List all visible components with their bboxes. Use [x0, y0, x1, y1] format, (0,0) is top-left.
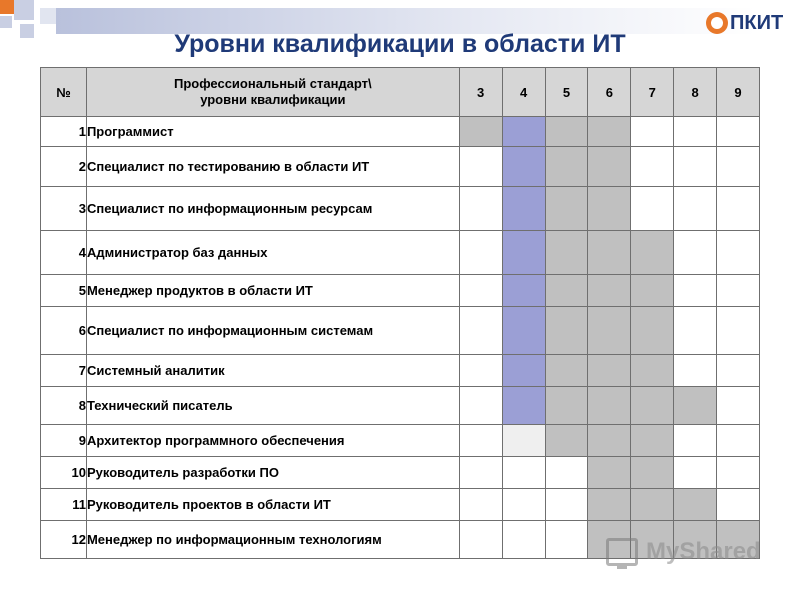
- level-cell-9: [717, 457, 760, 489]
- logo-text: ПКИТ: [730, 11, 784, 34]
- level-cell-7: [631, 117, 674, 147]
- level-cell-8: [674, 275, 717, 307]
- header-num: №: [41, 68, 87, 117]
- header-standard-line2: уровни квалификации: [200, 92, 346, 107]
- decor-square: [14, 0, 34, 20]
- level-cell-4: [502, 425, 545, 457]
- level-cell-9: [717, 275, 760, 307]
- row-standard-name: Системный аналитик: [86, 355, 459, 387]
- row-number: 7: [41, 355, 87, 387]
- level-cell-8: [674, 231, 717, 275]
- row-standard-name: Администратор баз данных: [86, 231, 459, 275]
- level-cell-8: [674, 117, 717, 147]
- header-level: 9: [717, 68, 760, 117]
- level-cell-6: [588, 355, 631, 387]
- level-cell-9: [717, 187, 760, 231]
- level-cell-7: [631, 489, 674, 521]
- row-number: 10: [41, 457, 87, 489]
- level-cell-6: [588, 147, 631, 187]
- level-cell-6: [588, 231, 631, 275]
- level-cell-6: [588, 387, 631, 425]
- header-level: 6: [588, 68, 631, 117]
- level-cell-7: [631, 355, 674, 387]
- row-standard-name: Специалист по тестированию в области ИТ: [86, 147, 459, 187]
- level-cell-3: [459, 489, 502, 521]
- header-standard-line1: Профессиональный стандарт\: [173, 76, 372, 91]
- level-cell-5: [545, 187, 588, 231]
- level-cell-7: [631, 231, 674, 275]
- level-cell-7: [631, 457, 674, 489]
- row-number: 1: [41, 117, 87, 147]
- level-cell-4: [502, 457, 545, 489]
- level-cell-6: [588, 275, 631, 307]
- table-row: [41, 275, 760, 307]
- level-cell-9: [717, 387, 760, 425]
- page-title: Уровни квалификации в области ИТ: [174, 30, 626, 58]
- row-number: 6: [41, 307, 87, 355]
- table-row: [41, 187, 760, 231]
- level-cell-5: [545, 489, 588, 521]
- level-cell-9: [717, 489, 760, 521]
- watermark: [606, 538, 761, 566]
- level-cell-3: [459, 147, 502, 187]
- level-cell-4: [502, 231, 545, 275]
- qualification-table: [40, 67, 760, 559]
- level-cell-3: [459, 387, 502, 425]
- table-row: [41, 425, 760, 457]
- level-cell-9: [717, 231, 760, 275]
- presentation-icon: [606, 538, 638, 566]
- level-cell-6: [588, 117, 631, 147]
- level-cell-5: [545, 521, 588, 559]
- level-cell-5: [545, 355, 588, 387]
- level-cell-9: [717, 425, 760, 457]
- row-standard-name: Специалист по информационным системам: [86, 307, 459, 355]
- level-cell-8: [674, 457, 717, 489]
- level-cell-9: [717, 355, 760, 387]
- row-standard-name: Программист: [86, 117, 459, 147]
- header-level: 4: [502, 68, 545, 117]
- level-cell-3: [459, 307, 502, 355]
- row-standard-name: Архитектор программного обеспечения: [86, 425, 459, 457]
- table-row: [41, 457, 760, 489]
- row-standard-name: Руководитель проектов в области ИТ: [86, 489, 459, 521]
- level-cell-7: [631, 307, 674, 355]
- level-cell-3: [459, 457, 502, 489]
- level-cell-9: [717, 147, 760, 187]
- level-cell-4: [502, 307, 545, 355]
- row-number: 5: [41, 275, 87, 307]
- row-standard-name: Менеджер продуктов в области ИТ: [86, 275, 459, 307]
- table-row: [41, 355, 760, 387]
- level-cell-6: [588, 489, 631, 521]
- level-cell-4: [502, 521, 545, 559]
- level-cell-6: [588, 307, 631, 355]
- level-cell-9: [717, 307, 760, 355]
- level-cell-7: [631, 187, 674, 231]
- row-number: 11: [41, 489, 87, 521]
- level-cell-5: [545, 387, 588, 425]
- level-cell-6: [588, 187, 631, 231]
- level-cell-4: [502, 355, 545, 387]
- level-cell-6: [588, 425, 631, 457]
- level-cell-3: [459, 187, 502, 231]
- level-cell-6: [588, 457, 631, 489]
- level-cell-4: [502, 147, 545, 187]
- level-cell-7: [631, 425, 674, 457]
- level-cell-3: [459, 521, 502, 559]
- level-cell-7: [631, 147, 674, 187]
- level-cell-5: [545, 275, 588, 307]
- header-level: 5: [545, 68, 588, 117]
- watermark-text: MyShared: [646, 538, 761, 565]
- level-cell-3: [459, 425, 502, 457]
- level-cell-4: [502, 489, 545, 521]
- row-number: 4: [41, 231, 87, 275]
- level-cell-4: [502, 117, 545, 147]
- level-cell-8: [674, 489, 717, 521]
- table-header-row: [41, 68, 760, 117]
- level-cell-5: [545, 147, 588, 187]
- row-standard-name: Руководитель разработки ПО: [86, 457, 459, 489]
- level-cell-8: [674, 307, 717, 355]
- level-cell-5: [545, 117, 588, 147]
- row-number: 3: [41, 187, 87, 231]
- row-number: 2: [41, 147, 87, 187]
- row-standard-name: Менеджер по информационным технологиям: [86, 521, 459, 559]
- row-number: 8: [41, 387, 87, 425]
- header-level: 8: [674, 68, 717, 117]
- table-row: [41, 117, 760, 147]
- decor-square: [40, 8, 56, 24]
- level-cell-5: [545, 457, 588, 489]
- row-number: 9: [41, 425, 87, 457]
- row-standard-name: Специалист по информационным ресурсам: [86, 187, 459, 231]
- level-cell-4: [502, 187, 545, 231]
- level-cell-7: [631, 387, 674, 425]
- decor-square: [0, 16, 12, 28]
- header-standard: [86, 68, 459, 117]
- level-cell-5: [545, 231, 588, 275]
- table-row: [41, 307, 760, 355]
- level-cell-4: [502, 387, 545, 425]
- row-standard-name: Технический писатель: [86, 387, 459, 425]
- level-cell-8: [674, 187, 717, 231]
- level-cell-8: [674, 355, 717, 387]
- level-cell-3: [459, 231, 502, 275]
- level-cell-3: [459, 275, 502, 307]
- table-row: [41, 387, 760, 425]
- header-level: 3: [459, 68, 502, 117]
- level-cell-5: [545, 307, 588, 355]
- table-row: [41, 147, 760, 187]
- level-cell-4: [502, 275, 545, 307]
- level-cell-5: [545, 425, 588, 457]
- level-cell-8: [674, 147, 717, 187]
- row-number: 12: [41, 521, 87, 559]
- level-cell-8: [674, 425, 717, 457]
- level-cell-3: [459, 355, 502, 387]
- level-cell-3: [459, 117, 502, 147]
- level-cell-8: [674, 387, 717, 425]
- level-cell-9: [717, 117, 760, 147]
- header-level: 7: [631, 68, 674, 117]
- level-cell-7: [631, 275, 674, 307]
- table-row: [41, 231, 760, 275]
- table-row: [41, 489, 760, 521]
- decor-square-orange: [0, 0, 14, 14]
